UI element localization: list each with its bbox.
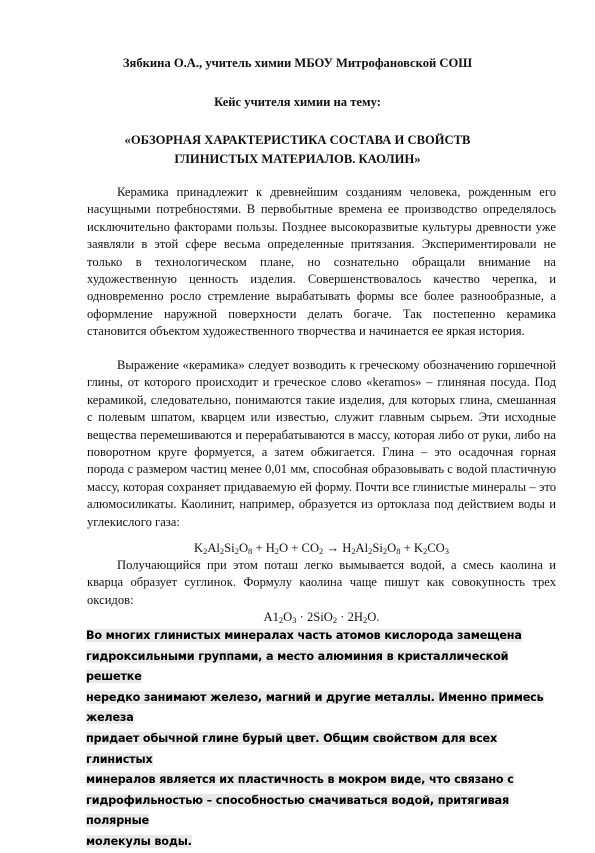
highlighted-line: гидрофильностью – способностью смачиваться водой, притягивая полярные [86, 793, 509, 828]
highlighted-line: гидроксильными группами, а место алюминия в кристаллической решетке [86, 649, 509, 684]
case-subtitle: Кейс учителя химии на тему: [214, 95, 381, 109]
highlighted-clay-minerals-text [86, 626, 546, 853]
highlighted-line: минералов является их пластичность в мокром виде, что связано с [86, 773, 514, 787]
paragraph-ceramics-history: Керамика принадлежит к древнейшим созданиям человека, рожденным его насущными потребностями. В первобытные времена ее производство определялось исключительно факторами пользы. Позднее высокоразвитые культуры древности уже заявляли в этой сфере весьма определенные притязания. Экспериментировали не только в технологическом плане, но сознательно обращали внимание на художественную ценность изделия. Совершенствовалось качество черепка, и одновременно росло стремление вырабатывать формы все более разнообразные, а оформление наружной поверхности делать богаче. Так постепенно керамика становится объектом художественного творчества и начинается ее яркая история. [87, 185, 556, 339]
author-line: Зябкина О.А., учитель химии МБОУ Митрофановской СОШ [122, 56, 473, 70]
highlighted-line: придает обычной глине бурый цвет. Общим свойством для всех глинистых [86, 731, 498, 766]
kaolinite-formation-equation: $K_2Al_2Si_2O_8 + H_2O + CO_2 \to H_2Al_2Si_2O_8 + K_2CO_3$ [193, 541, 450, 556]
highlighted-line: Во многих глинистых минералах часть атомов кислорода замещена [86, 629, 522, 642]
paragraph-potash: Получающийся при этом поташ легко вымывается водой, а смесь каолина и кварца образует суглинок. Формулу каолина чаще пишут как совокупность трех оксидов: [87, 558, 556, 607]
highlighted-line: нередко занимают железо, магний и другие металлы. Именно примесь железа [86, 690, 544, 725]
document-title: «ОБЗОРНАЯ ХАРАКТЕРИСТИКА СОСТАВА И СВОЙСТВ ГЛИНИСТЫХ МАТЕРИАЛОВ. КАОЛИН» [124, 133, 471, 166]
paragraph-ceramics-definition: Выражение «керамика» следует возводить к греческому обозначению горшечной глины, от которого происходит и греческое слово «keramos» – глиняная посуда. Под керамикой, следовательно, понимаются такие изделия, для которых глина, смешанная с полевым шпатом, кварцем или известью, служит главным сырьем. Эти исходные вещества перемешиваются и перерабатываются в массу, которая либо от руки, либо на поворотном круге формуется, а затем обжигается. Глина – это осадочная горная порода с размером частиц менее 0,01 мм, способная образовывать с водой пластичную массу, которая сохраняет придаваемую ей форму. Почти все глинистые минералы – это алюмосиликаты. Каолинит, например, образуется из ортоклаза под действием воды и углекислого газа: [87, 358, 556, 529]
highlighted-line: молекулы воды. [86, 834, 192, 848]
kaolin-formula: $A1_2O_3 \cdot 2SiO_2 \cdot 2H_2O$. [263, 610, 380, 625]
